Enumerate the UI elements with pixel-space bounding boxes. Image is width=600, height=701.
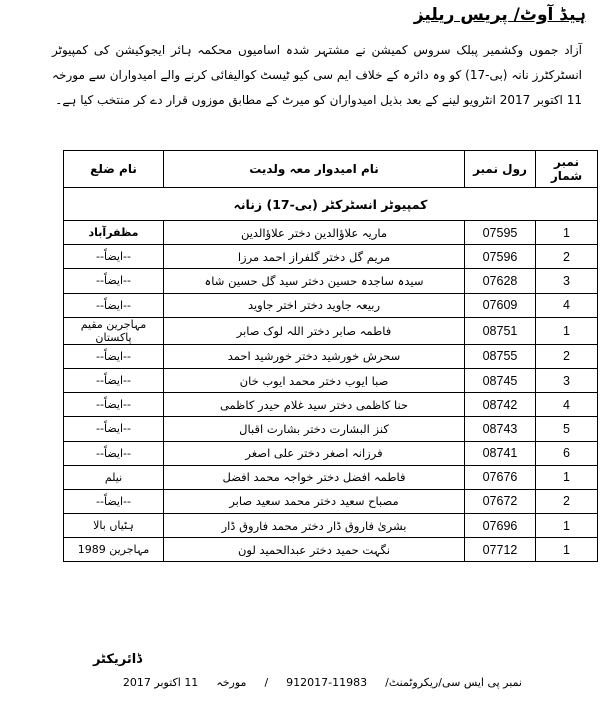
table-row: [64, 393, 598, 417]
header-serial-number: نمبر شمار: [536, 151, 598, 188]
table-row: [64, 368, 598, 392]
intro-paragraph: آزاد جموں وکشمیر پبلک سروس کمیشن نے مشتہر شدہ اسامیوں محکمہ ہائر ایجوکیشن کی کمپیوٹر انسٹرکٹرز نانہ (بی-17) کو وہ دائرہ کے خلاف ایم سی کیو ٹیسٹ کوالیفائی کرنے والے امیدواران سے مورخہ 11 اکتوبر 2017 انٹرویو لینے کے بعد بذیل امیدواران کو میرٹ کے مطابق موزوں قرار دے کر منتخب کیا ہے۔: [52, 43, 582, 107]
roll-number-cell: 08742: [465, 393, 536, 417]
district-cell: --ایضاً--: [64, 293, 164, 317]
roll-number-cell: 08743: [465, 417, 536, 441]
section-row: [64, 188, 598, 221]
serial-number-cell: 1: [536, 538, 598, 562]
district-cell: --ایضاً--: [64, 344, 164, 368]
reference-number-label: نمبر پی ایس سی/ریکروٹمنٹ/: [385, 676, 522, 689]
signature-director: ڈائریکٹر: [92, 652, 142, 667]
candidate-name-cell: ماریہ علاؤالدین دختر علاؤالدین: [164, 221, 465, 245]
serial-number-cell: 1: [536, 317, 598, 344]
serial-number-cell: 4: [536, 293, 598, 317]
table-row: [64, 538, 598, 562]
district-cell: --ایضاً--: [64, 368, 164, 392]
table-row: [64, 514, 598, 538]
table-row: [64, 344, 598, 368]
candidate-name-cell: بشریٰ فاروق ڈار دختر محمد فاروق ڈار: [164, 514, 465, 538]
table-header-row: [64, 151, 598, 188]
district-cell: نیلم: [64, 465, 164, 489]
district-cell: مظفرآباد: [64, 221, 164, 245]
serial-number-cell: 6: [536, 441, 598, 465]
district-cell: --ایضاً--: [64, 393, 164, 417]
reference-dated-label: مورخہ: [216, 676, 247, 689]
reference-line: [105, 676, 522, 689]
district-cell: ہٹیاں بالا: [64, 514, 164, 538]
table-row: [64, 245, 598, 269]
header-roll-number: رول نمبر: [465, 151, 536, 188]
serial-number-cell: 3: [536, 368, 598, 392]
candidate-name-cell: سیدہ ساجدہ حسین دختر سید گل حسین شاہ: [164, 269, 465, 293]
serial-number-cell: 1: [536, 221, 598, 245]
serial-number-cell: 2: [536, 489, 598, 513]
candidate-name-cell: فرزانہ اصغر دختر علی اصغر: [164, 441, 465, 465]
roll-number-cell: 08755: [465, 344, 536, 368]
serial-number-cell: 4: [536, 393, 598, 417]
candidate-name-cell: فاطمہ افضل دختر خواجہ محمد افضل: [164, 465, 465, 489]
candidate-name-cell: فاطمہ صابر دختر اللہ لوک صابر: [164, 317, 465, 344]
serial-number-cell: 2: [536, 245, 598, 269]
roll-number-cell: 07595: [465, 221, 536, 245]
header-candidate-name: نام امیدوار معہ ولدیت: [164, 151, 465, 188]
candidate-name-cell: مریم گل دختر گلفراز احمد مرزا: [164, 245, 465, 269]
header-district: نام ضلع: [64, 151, 164, 188]
candidate-name-cell: ربیعہ جاوید دختر اختر جاوید: [164, 293, 465, 317]
candidate-name-cell: مصباح سعید دختر محمد سعید صابر: [164, 489, 465, 513]
candidate-name-cell: نگہت حمید دختر عبدالحمید لون: [164, 538, 465, 562]
roll-number-cell: 08741: [465, 441, 536, 465]
roll-number-cell: 07596: [465, 245, 536, 269]
district-cell: --ایضاً--: [64, 441, 164, 465]
candidate-name-cell: سحرش خورشید دختر خورشید احمد: [164, 344, 465, 368]
district-cell: مہاجرین مقیم پاکستان: [64, 317, 164, 344]
press-release-heading: ہیڈ آوٹ/ پریس ریلیز: [413, 5, 586, 25]
reference-year: 2017/: [264, 676, 329, 689]
candidate-name-cell: کنز البشارت دختر بشارت اقبال: [164, 417, 465, 441]
table-row: [64, 293, 598, 317]
table-row: [64, 417, 598, 441]
table-row: [64, 441, 598, 465]
roll-number-cell: 07628: [465, 269, 536, 293]
selected-candidates-table: [63, 150, 598, 562]
district-cell: --ایضاً--: [64, 417, 164, 441]
table-row: [64, 465, 598, 489]
serial-number-cell: 1: [536, 465, 598, 489]
reference-date: 11 اکتوبر 2017: [122, 676, 199, 689]
table-row: [64, 317, 598, 344]
district-cell: --ایضاً--: [64, 489, 164, 513]
roll-number-cell: 08751: [465, 317, 536, 344]
candidate-name-cell: صبا ایوب دختر محمد ایوب خان: [164, 368, 465, 392]
candidate-name-cell: حنا کاظمی دختر سید غلام حیدر کاظمی: [164, 393, 465, 417]
roll-number-cell: 07609: [465, 293, 536, 317]
district-cell: --ایضاً--: [64, 245, 164, 269]
serial-number-cell: 3: [536, 269, 598, 293]
roll-number-cell: 07672: [465, 489, 536, 513]
serial-number-cell: 5: [536, 417, 598, 441]
roll-number-cell: 07712: [465, 538, 536, 562]
table-row: [64, 489, 598, 513]
serial-number-cell: 1: [536, 514, 598, 538]
district-cell: --ایضاً--: [64, 269, 164, 293]
roll-number-cell: 07676: [465, 465, 536, 489]
table-row: [64, 221, 598, 245]
section-title: کمپیوٹر انسٹرکٹر (بی-17) زنانہ: [64, 188, 598, 221]
serial-number-cell: 2: [536, 344, 598, 368]
reference-code: 11983-91: [286, 676, 368, 689]
roll-number-cell: 07696: [465, 514, 536, 538]
district-cell: مہاجرین 1989: [64, 538, 164, 562]
roll-number-cell: 08745: [465, 368, 536, 392]
table-row: [64, 269, 598, 293]
